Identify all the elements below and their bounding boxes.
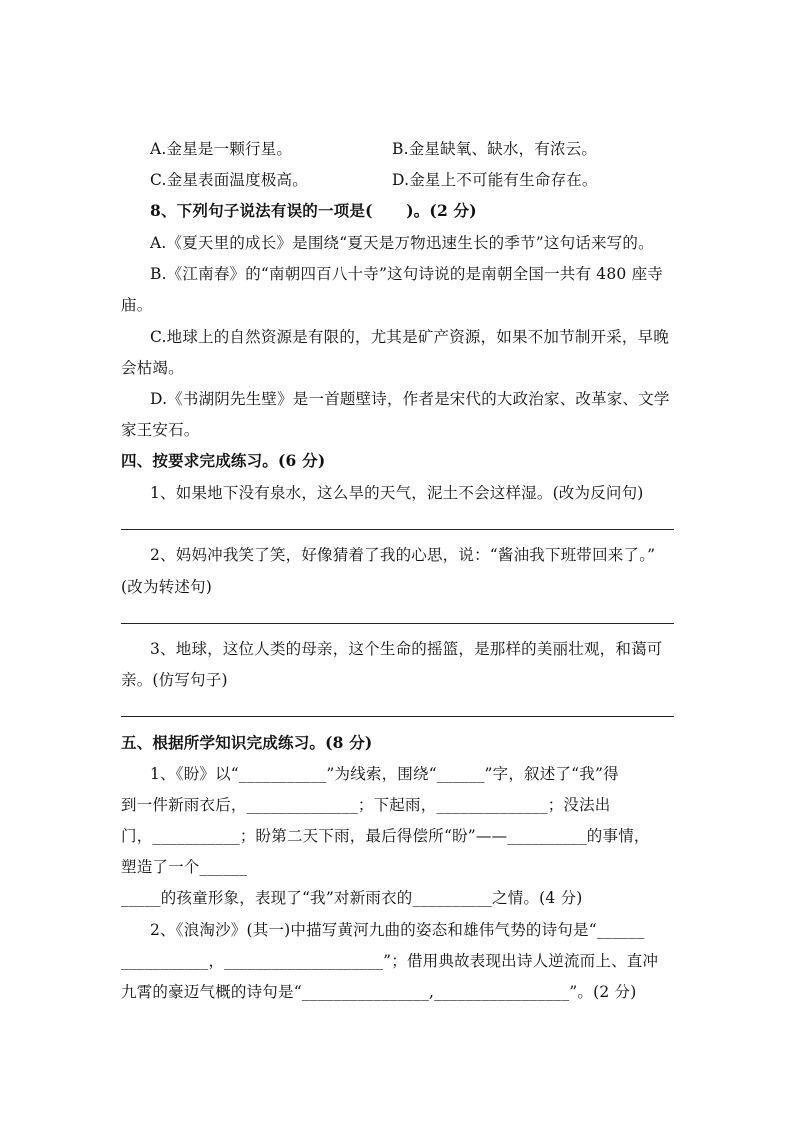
section-4-q3-line1: 3、地球，这位人类的母亲，这个生命的摇篮，是那样的美丽壮观，和蔼可 (150, 640, 663, 658)
answer-line-q2[interactable] (121, 623, 674, 624)
section-5-q1-line2: 到一件新雨衣后，______________；下起雨，______________；没法出 (121, 796, 611, 814)
q7-option-b: B.金星缺氧、缺水，有浓云。 (392, 140, 598, 158)
section-4-q2-line1: 2、妈妈冲我笑了笑，好像猜着了我的心思，说：“酱油我下班带回来了。” (150, 546, 656, 564)
section-5-heading: 五、根据所学知识完成练习。(8 分) (121, 733, 373, 752)
q8-option-c-line2: 会枯竭。 (121, 359, 184, 377)
q8-option-a: A.《夏天里的成长》是围绕“夏天是万物迅速生长的季节”这句话来写的。 (150, 234, 654, 252)
section-5-q2-line2: ___________，____________________”；借用典故表现出诗人逆流而上、直冲 (121, 952, 659, 970)
q8-option-c-line1: C.地球上的自然资源是有限的，尤其是矿产资源，如果不加节制开采，早晚 (150, 328, 670, 346)
section-4-q2-line2: (改为转述句) (121, 578, 212, 596)
section-5-q1-line5: _____的孩童形象，表现了“我”对新雨衣的__________之情。(4 分) (121, 889, 583, 907)
section-5-q1-line4: 塑造了一个______ (121, 858, 248, 876)
q7-option-c: C.金星表面温度极高。 (150, 171, 308, 189)
answer-line-q1[interactable] (121, 529, 674, 530)
q7-option-d: D.金星上不可能有生命存在。 (392, 171, 598, 189)
q8-option-b-line1: B.《江南春》的“南朝四百八十寺”这句诗说的是南朝全国一共有 480 座寺 (150, 265, 664, 283)
section-4-q3-line2: 亲。(仿写句子) (121, 671, 228, 689)
q8-option-d-line2: 家王安石。 (121, 421, 200, 439)
section-5-q2-line3: 九霄的豪迈气概的诗句是“________________,_________________”。(2 分) (121, 983, 637, 1001)
section-4-q1: 1、如果地下没有泉水，这么旱的天气，泥土不会这样湿。(改为反问句) (150, 484, 644, 502)
section-5-q1-line1: 1、《盼》以“___________”为线索，围绕“______”字，叙述了“我”得 (150, 765, 619, 783)
answer-line-q3[interactable] (121, 716, 674, 717)
q8-option-d-line1: D.《书湖阴先生壁》是一首题壁诗，作者是宋代的大政治家、改革家、文学 (150, 390, 670, 408)
q8-stem: 8、下列句子说法有误的一项是( )。(2 分) (150, 201, 477, 220)
section-5-q1-line3: 门，___________；盼第二天下雨，最后得偿所“盼”——__________的事情， (121, 827, 650, 845)
q7-option-a: A.金星是一颗行星。 (150, 140, 293, 158)
section-5-q2-line1: 2、《浪淘沙》(其一)中描写黄河九曲的姿态和雄伟气势的诗句是“______ (150, 921, 645, 939)
q8-option-b-line2: 庙。 (121, 296, 153, 314)
section-4-heading: 四、按要求完成练习。(6 分) (121, 451, 326, 470)
